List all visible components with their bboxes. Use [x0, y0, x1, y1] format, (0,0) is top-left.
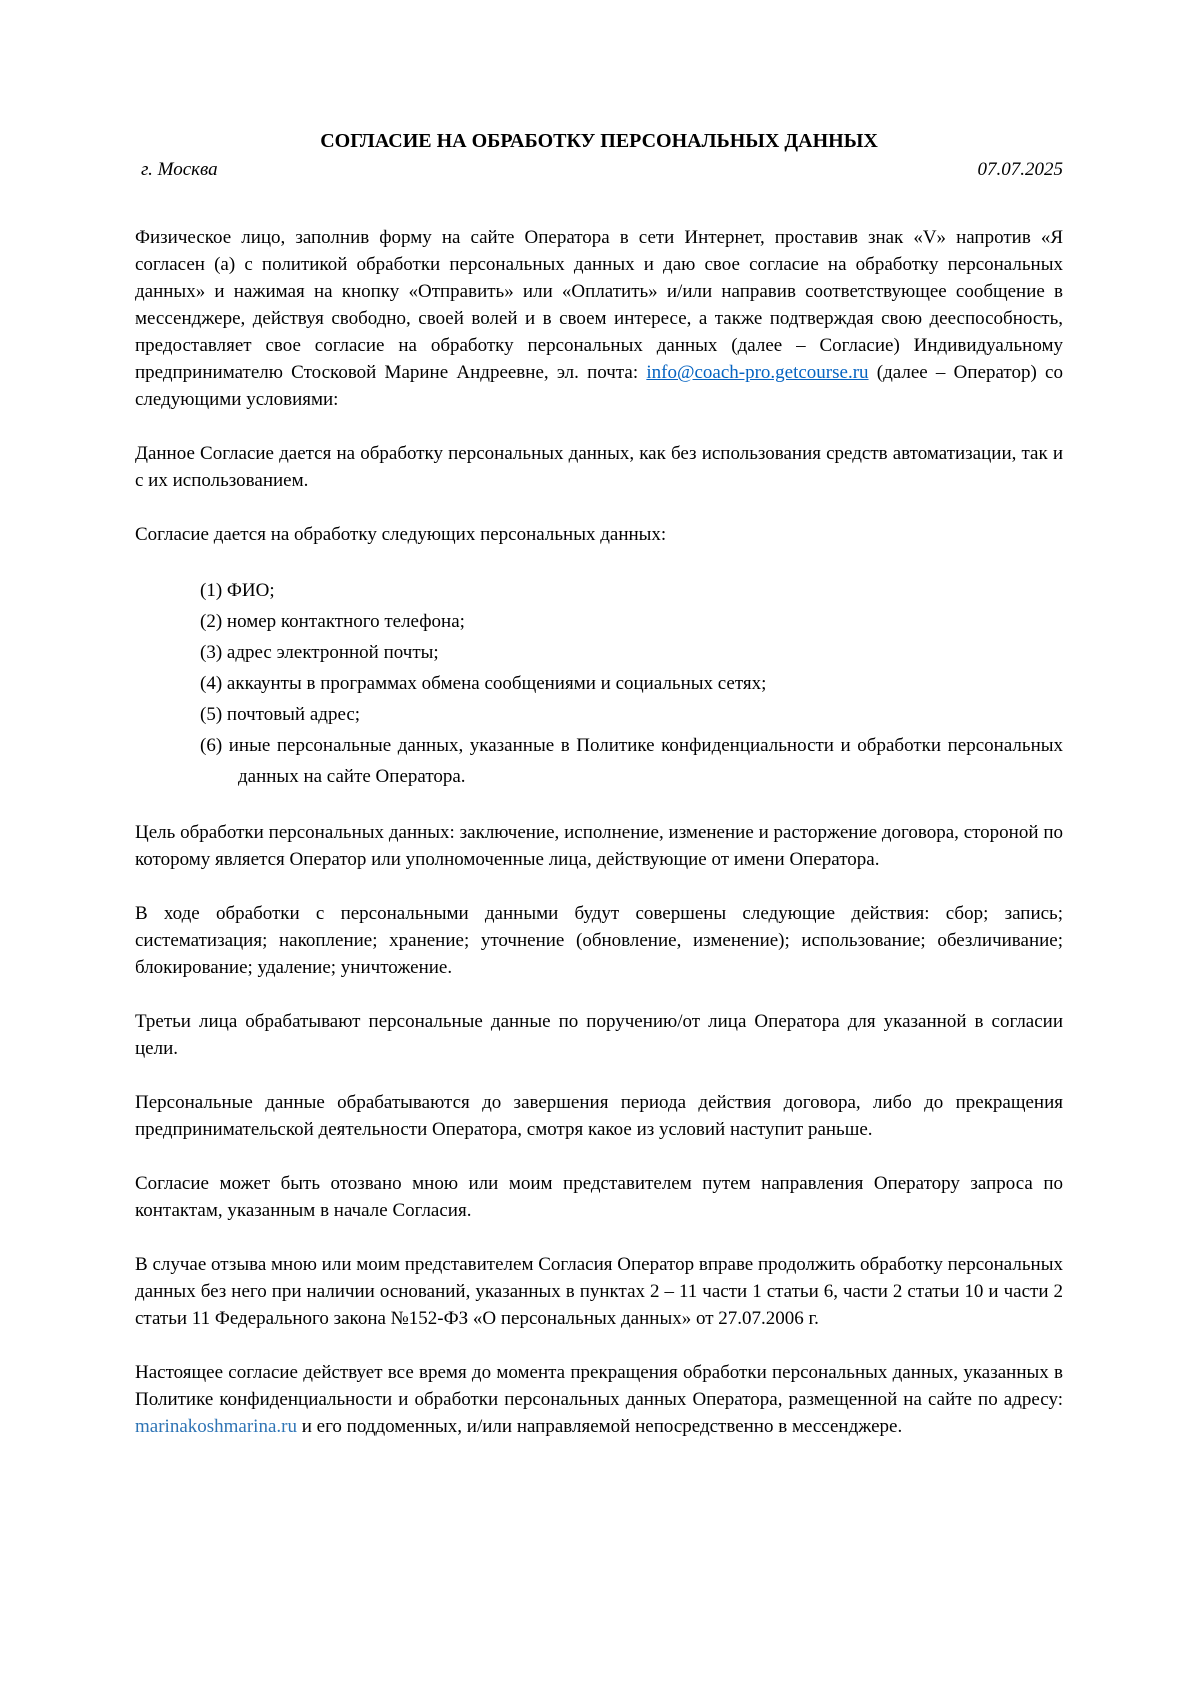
- paragraph-duration: Персональные данные обрабатываются до завершения периода действия договора, либо до прекращения предпринимательской деятельности Оператора, смотря какое из условий наступит раньше.: [135, 1092, 1063, 1140]
- date-label: 07.07.2025: [977, 159, 1063, 180]
- paragraph-after-revocation: В случае отзыва мною или моим представителем Согласия Оператор вправе продолжить обработку персональных данных без него при наличии оснований, указанных в пунктах 2 – 11 части 1 статьи 6, части 2 статьи 10 и части 2 статьи 11 Федерального закона №152-ФЗ «О персональных данных» от 27.07.2006 г.: [135, 1254, 1063, 1329]
- place-label: г. Москва: [141, 159, 218, 180]
- paragraph-intro: [135, 224, 1063, 413]
- list-item: (4) аккаунты в программах обмена сообщениями и социальных сетях;: [200, 673, 767, 694]
- intro-text-post: (далее – Оператор) со следующими условиями:: [135, 362, 1063, 410]
- list-item: (3) адрес электронной почты;: [200, 642, 439, 663]
- list-item: (2) номер контактного телефона;: [200, 611, 465, 632]
- list-item: (6) иные персональные данных, указанные в Политике конфиденциальности и обработки персональных данных на сайте Оператора.: [200, 735, 1063, 787]
- list-item: (5) почтовый адрес;: [200, 704, 361, 725]
- personal-data-list: [200, 575, 1063, 792]
- paragraph-automation: Данное Согласие дается на обработку персональных данных, как без использования средств автоматизации, так и с их использованием.: [135, 443, 1063, 491]
- paragraph-third-parties: Третьи лица обрабатывают персональные данные по поручению/от лица Оператора для указанной в согласии цели.: [135, 1011, 1063, 1059]
- place-date-line: [135, 156, 1063, 183]
- document-title: СОГЛАСИЕ НА ОБРАБОТКУ ПЕРСОНАЛЬНЫХ ДАННЫХ: [320, 130, 878, 152]
- validity-text-post: и его поддоменных, и/или направляемой непосредственно в мессенджере.: [296, 1416, 903, 1437]
- paragraph-revocation: Согласие может быть отозвано мною или моим представителем путем направления Оператору запроса по контактам, указанным в начале Согласия.: [135, 1173, 1063, 1221]
- paragraph-list-lead: Согласие дается на обработку следующих персональных данных:: [135, 524, 667, 545]
- paragraph-actions: В ходе обработки с персональными данными будут совершены следующие действия: сбор; запись; систематизация; накопление; хранение; уточнение (обновление, изменение); использование; обезличивание; блокирование; удаление; уничтожение.: [135, 903, 1063, 978]
- list-item: (1) ФИО;: [200, 580, 275, 601]
- paragraph-purpose: Цель обработки персональных данных: заключение, исполнение, изменение и расторжение договора, стороной по которому является Оператор или уполномоченные лица, действующие от имени Оператора.: [135, 822, 1063, 870]
- paragraph-validity: [135, 1359, 1063, 1440]
- document-body: [135, 224, 1063, 1440]
- email-link[interactable]: info@coach-pro.getcourse.ru: [646, 362, 869, 383]
- validity-text-pre: Настоящее согласие действует все время до момента прекращения обработки персональных данных, указанных в Политике конфиденциальности и обработки персональных данных Оператора, размещенной на сайте по адресу:: [135, 1362, 1063, 1410]
- intro-text-pre: Физическое лицо, заполнив форму на сайте Оператора в сети Интернет, проставив знак «V» напротив «Я согласен (а) с политикой обработки персональных данных и даю свое согласие на обработку персональных данных» и нажимая на кнопку «Отправить» или «Оплатить» и/или направив соответствующее сообщение в мессенджере, действуя свободно, своей волей и в своем интересе, а также подтверждая свою дееспособность, предоставляет свое согласие на обработку персональных данных (далее – Согласие) Индивидуальному предпринимателю Стосковой Марине Андреевне, эл. почта:: [135, 227, 1063, 383]
- site-link[interactable]: marinakoshmarina.ru: [135, 1416, 297, 1437]
